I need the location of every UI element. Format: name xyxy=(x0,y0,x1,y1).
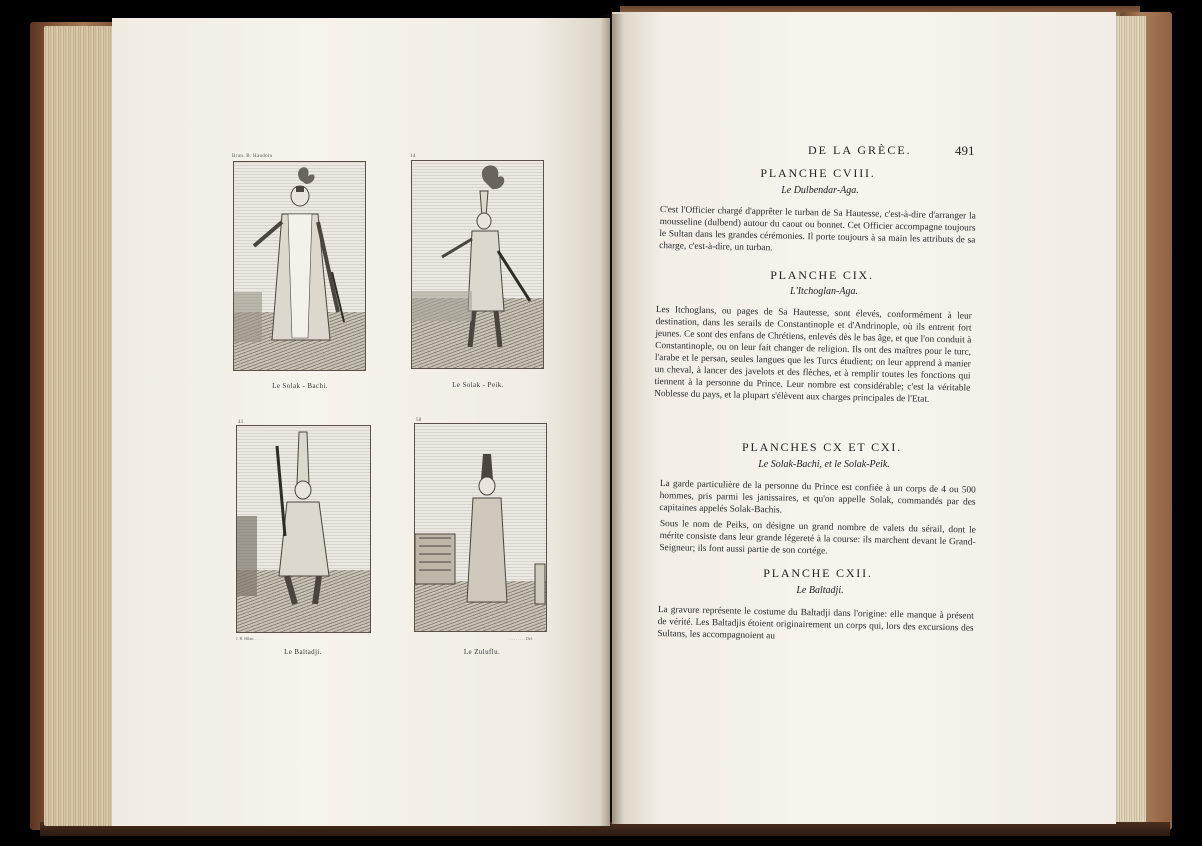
section-1-subtitle: Le Dulbendar-Aga. xyxy=(781,185,859,196)
plate-2-engraving xyxy=(411,160,544,369)
section-2-paragraph-1: Les Itchoglans, ou pages de Sa Hautesse, sont élevés, conformément à leur destination, dans les serails de Constantinople et d'Andrinople, où ils entrent fort jeunes. Ce sont des enfans de Chrétiens, enlevés dès le bas âge, et que l'on conduit à Constantinople, ou on leur fait changer de religion. Ils ont des maîtres pour le turc, l'arabe et le persan, seules langues que les Turcs étudient; on leur apprend à manier un cheval, à lancer des javelots et des flèches, et à remplir toutes les fonctions qui tiennent à la personne du Prince. Leur nombre est considérable; c'est la véritable Noblesse du pays, et la plupart s'élèvent aux charges principales de l'Etat. xyxy=(654,304,972,405)
left-page-edges xyxy=(44,26,118,826)
plate-4-number: 58 xyxy=(416,418,422,423)
figure-solak-bachi-icon xyxy=(234,162,366,371)
plate-3-caption: Le Baltadji. xyxy=(284,648,322,656)
section-3-subtitle: Le Solak-Bachi, et le Solak-Peik. xyxy=(758,459,890,470)
section-4-subtitle: Le Baltadji. xyxy=(796,585,844,596)
section-1-title: PLANCHE CVIII. xyxy=(760,166,876,180)
section-4-paragraph-1: La gravure représente le costume du Baltadji dans l'origine: elle manque à présent de vérité. Les Baltadjis étoient originairement un corps qui, lors des excursions des Sultans, les accompagnoient au xyxy=(657,604,974,642)
page-number: 491 xyxy=(955,143,975,158)
book-gutter xyxy=(600,14,624,826)
section-1-paragraph-1: C'est l'Officier chargé d'apprêter le turban de Sa Hautesse, c'est-à-dire d'arranger la mousseline (dulbend) autour du caout ou bonnet. Cet Officier accompagne toujours le Sultan dans les grandes cérémonies. Il porte toujours à sa main les attributs de sa charge, c'est-à-dire, un turban. xyxy=(659,204,976,254)
plate-4-credit: . . . . . . . . Del. xyxy=(510,636,533,641)
section-4-title: PLANCHE CXII. xyxy=(763,566,873,580)
plate-2-caption: Le Solak - Peik. xyxy=(452,381,504,389)
section-2-title: PLANCHE CIX. xyxy=(770,268,874,282)
figure-baltadji-icon xyxy=(237,426,371,633)
figure-zuluflu-icon xyxy=(415,424,547,632)
plate-1-number: Brun. B. Haudoin xyxy=(232,154,273,159)
left-page xyxy=(112,18,610,826)
right-page xyxy=(612,12,1116,824)
section-2-subtitle: L'Itchoglan-Aga. xyxy=(790,286,858,297)
plate-3-number: 41 xyxy=(238,420,244,425)
running-head: DE LA GRÈCE. xyxy=(808,143,912,157)
section-3-title: PLANCHES CX ET CXI. xyxy=(742,440,902,454)
plate-3-engraving xyxy=(236,425,371,633)
plate-2-number: 14 xyxy=(410,154,416,159)
section-3-paragraph-2: Sous le nom de Peiks, on désigne un grand nombre de valets du sérail, dont le mérite consiste dans leur grande légereté à la course: ils marchent devant le Grand-Seigneur; ils font aussi partie de son cortége. xyxy=(659,518,976,557)
plate-1-engraving xyxy=(233,161,366,371)
plate-1-caption: Le Solak - Bachi. xyxy=(272,382,328,390)
plate-4-caption: Le Zuluflu. xyxy=(463,648,501,656)
figure-solak-peik-icon xyxy=(412,161,544,369)
plate-4-engraving xyxy=(414,423,547,632)
section-3-paragraph-1: La garde particulière de la personne du Prince est confiée à un corps de 4 ou 500 hommes, pris parmi les janissaires, et qu'on appelle Solak, commandés par des capitaines appelés Solak-Bachis. xyxy=(659,478,976,516)
plate-3-credit: J. B. Hilair. . . . . . xyxy=(236,636,265,641)
